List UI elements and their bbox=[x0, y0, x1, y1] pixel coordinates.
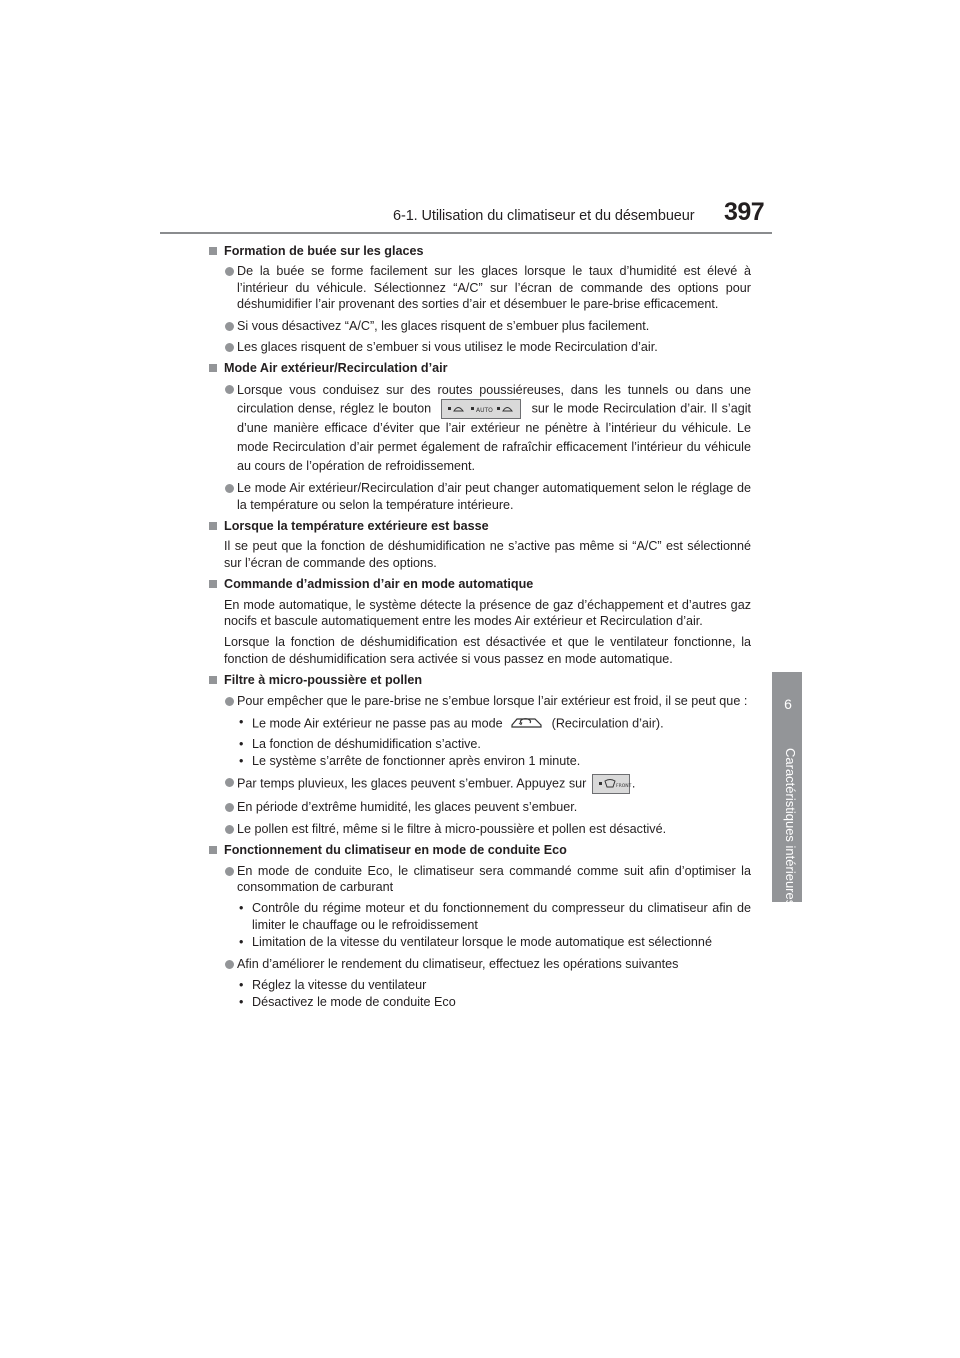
sub-list-item: • Réglez la vitesse du ventilateur bbox=[237, 977, 751, 993]
section-title bbox=[208, 672, 751, 688]
sub-list-item: • Limitation de la vitesse du ventilateur lorsque le mode automatique est sélectionné bbox=[237, 934, 751, 950]
bullet-text: En période d’extrême humidité, les glaces peuvent s’embuer. bbox=[237, 800, 578, 815]
section-title-text: Fonctionnement du climatiseur en mode de conduite Eco bbox=[224, 843, 567, 858]
section-square-icon bbox=[209, 580, 217, 588]
paragraph: En mode automatique, le système détecte la présence de gaz d’échappement et d’autres gaz nocifs et bascule automatiquement entre les modes Air extérieur et Recirculation d’air. bbox=[224, 597, 751, 629]
chapter-label: Caractéristiques intérieures bbox=[783, 748, 798, 907]
sub-list-item: • Le système s’arrête de fonctionner après environ 1 minute. bbox=[237, 753, 751, 769]
bullet-item bbox=[208, 318, 751, 334]
bullet-text: De la buée se forme facilement sur les glaces lorsque le taux d’humidité est élevé à l’intérieur du véhicule. Sélectionnez “A/C” sur l’écran de commande des options pour déshumidifier l’air provenant des sorties d’air et désembuer le pare-brise efficacement. bbox=[237, 264, 751, 312]
section-square-icon bbox=[209, 676, 217, 684]
sub-list-item: • Contrôle du régime moteur et du fonctionnement du compresseur du climatiseur afin de limiter le chauffage ou le refroidissement bbox=[237, 900, 751, 933]
bullet-text: Le pollen est filtré, même si le filtre à micro-poussière et pollen est désactivé. bbox=[237, 821, 667, 836]
section-title bbox=[208, 576, 751, 592]
air-control-buttons-icon bbox=[441, 399, 521, 419]
section-title bbox=[208, 243, 751, 259]
sub-list-item: • La fonction de déshumidification s’active. bbox=[237, 736, 751, 752]
bullet-circle-icon bbox=[225, 322, 234, 331]
section-title bbox=[208, 842, 751, 858]
bullet-item bbox=[208, 339, 751, 355]
bullet-circle-icon bbox=[225, 267, 234, 276]
paragraph: Il se peut que la fonction de déshumidification ne s’active pas même si “A/C” est sélectionné sur l’écran de commande des options. bbox=[224, 539, 751, 570]
section-title-text: Commande d’admission d’air en mode automatique bbox=[224, 577, 534, 592]
header-title: 6-1. Utilisation du climatiseur et du désembueur bbox=[393, 208, 695, 224]
bullet-text: Lorsque vous conduisez sur des routes poussiéreuses, dans les tunnels ou dans une circulation dense, réglez le bouton bbox=[237, 382, 751, 416]
bullet-item bbox=[208, 799, 751, 815]
sub-list-item bbox=[237, 714, 751, 734]
section-square-icon bbox=[209, 364, 217, 372]
bullet-item bbox=[208, 381, 751, 475]
bullet-circle-icon bbox=[225, 867, 234, 876]
sub-list-text: (Recirculation d’air). bbox=[551, 716, 664, 731]
page-content bbox=[208, 243, 751, 1016]
section-title bbox=[208, 360, 751, 376]
bullet-circle-icon bbox=[225, 385, 234, 394]
section-square-icon bbox=[209, 846, 217, 854]
bullet-circle-icon bbox=[225, 960, 234, 969]
bullet-circle-icon bbox=[225, 778, 234, 787]
section-title-text: Lorsque la température extérieure est basse bbox=[224, 519, 489, 534]
bullet-item bbox=[208, 263, 751, 312]
bullet-text: Les glaces risquent de s’embuer si vous utilisez le mode Recirculation d’air. bbox=[237, 340, 658, 355]
header-rule bbox=[160, 232, 772, 234]
front-defogger-button-icon bbox=[592, 774, 630, 794]
sub-list-text: Le mode Air extérieur ne passe pas au mode bbox=[252, 716, 503, 731]
bullet-circle-icon bbox=[225, 697, 234, 706]
bullet-text: En mode de conduite Eco, le climatiseur sera commandé comme suit afin d’optimiser la consommation de carburant bbox=[237, 863, 751, 894]
section-square-icon bbox=[209, 522, 217, 530]
bullet-text-continued: sur le mode Recirculation d’air. Il s’agit d’une manière efficace d’éviter que l’air extérieur ne pénètre à l’intérieur du véhicule. Le mode Recirculation d’air permet également de rafraîchir efficacement l’intérieur du véhicule au cours de l’opération de refroidissement. bbox=[237, 401, 751, 473]
sub-list bbox=[237, 900, 751, 950]
bullet-item bbox=[208, 956, 751, 972]
chapter-number: 6 bbox=[784, 696, 792, 712]
sub-list bbox=[237, 714, 751, 769]
bullet-item bbox=[208, 480, 751, 513]
section-title-text: Formation de buée sur les glaces bbox=[224, 244, 424, 258]
section-title bbox=[208, 518, 751, 534]
bullet-item bbox=[208, 821, 751, 837]
bullet-circle-icon bbox=[225, 825, 234, 834]
bullet-text: Par temps pluvieux, les glaces peuvent s’embuer. Appuyez sur bbox=[237, 776, 587, 791]
bullet-text: Pour empêcher que le pare-brise ne s’embue lorsque l’air extérieur est froid, il se peut que : bbox=[237, 693, 748, 708]
section-square-icon bbox=[209, 247, 217, 255]
section-title-text: Mode Air extérieur/Recirculation d’air bbox=[224, 361, 448, 376]
bullet-circle-icon bbox=[225, 803, 234, 812]
bullet-circle-icon bbox=[225, 343, 234, 352]
bullet-item bbox=[208, 774, 751, 794]
bullet-circle-icon bbox=[225, 484, 234, 493]
sub-list bbox=[237, 977, 751, 1011]
bullet-item bbox=[208, 693, 751, 709]
page-number: 397 bbox=[724, 198, 765, 226]
bullet-item bbox=[208, 863, 751, 896]
sub-list-item: • Désactivez le mode de conduite Eco bbox=[237, 994, 751, 1010]
paragraph: Lorsque la fonction de déshumidification est désactivée et que le ventilateur fonctionne, la fonction de déshumidification sera activée si vous passez en mode automatique. bbox=[224, 635, 751, 666]
section-title-text: Filtre à micro-poussière et pollen bbox=[224, 673, 423, 688]
svg-text:AUTO: AUTO bbox=[476, 407, 494, 415]
bullet-text: Afin d’améliorer le rendement du climatiseur, effectuez les opérations suivantes bbox=[237, 956, 679, 971]
bullet-text-continued: . bbox=[631, 776, 636, 791]
bullet-text: Si vous désactivez “A/C”, les glaces risquent de s’embuer plus facilement. bbox=[237, 318, 650, 333]
svg-text:FRONT: FRONT bbox=[615, 784, 632, 790]
bullet-text: Le mode Air extérieur/Recirculation d’air peut changer automatiquement selon le réglage de la température ou selon la température intérieure. bbox=[237, 481, 751, 512]
car-recirculation-icon bbox=[509, 714, 545, 734]
